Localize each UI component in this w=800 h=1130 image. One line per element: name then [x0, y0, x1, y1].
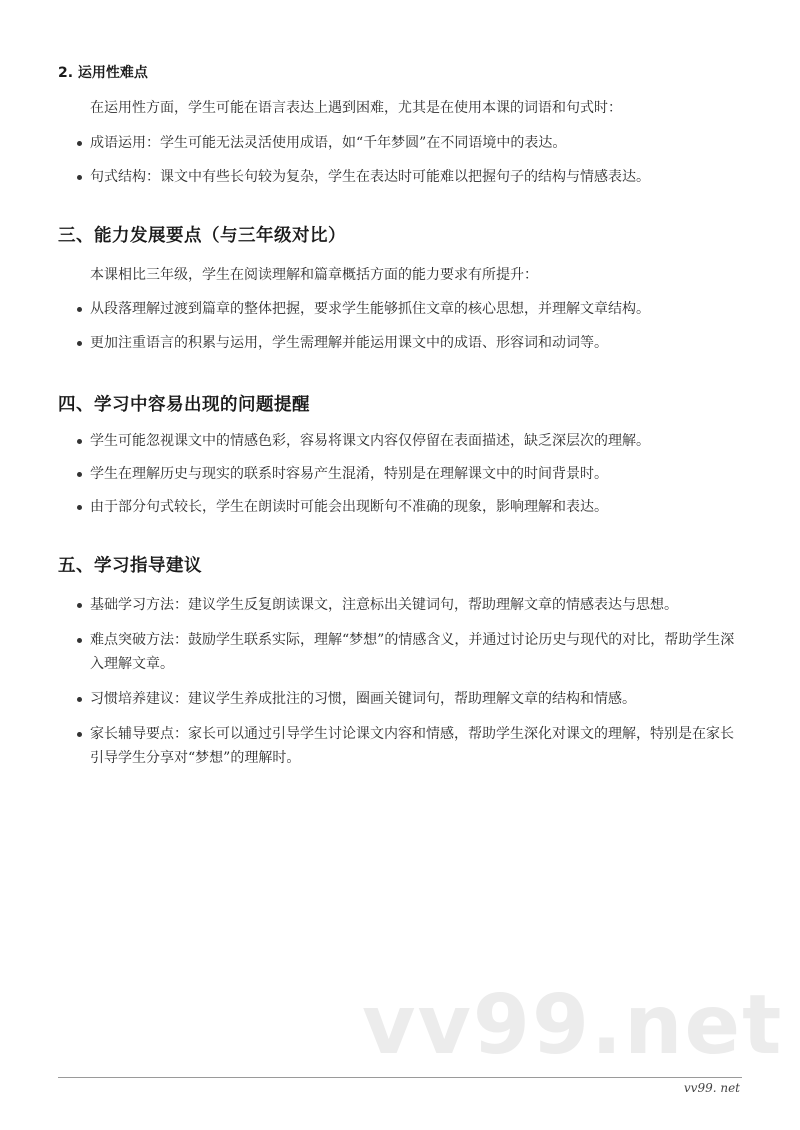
list-item: 由于部分句式较长，学生在朗读时可能会出现断句不准确的现象，影响理解和表达。 [90, 495, 740, 519]
bullet-icon [77, 175, 82, 180]
bullet-list [90, 297, 740, 355]
bullet-list [90, 429, 740, 519]
bullet-icon [77, 439, 82, 444]
footer-divider [58, 1077, 742, 1078]
bullet-icon [77, 505, 82, 510]
subsection-intro: 在运用性方面，学生可能在语言表达上遇到困难，尤其是在使用本课的词语和句式时： [90, 100, 622, 116]
bullet-icon [77, 732, 82, 737]
bullet-icon [77, 472, 82, 477]
list-item: 学生可能忽视课文中的情感色彩，容易将课文内容仅停留在表面描述，缺乏深层次的理解。 [90, 429, 740, 453]
list-item: 句式结构：课文中有些长句较为复杂，学生在表达时可能难以把握句子的结构与情感表达。 [90, 165, 740, 189]
list-item: 从段落理解过渡到篇章的整体把握，要求学生能够抓住文章的核心思想，并理解文章结构。 [90, 297, 740, 321]
footer-site-label: vv99. net [683, 1081, 740, 1095]
list-item: 学生在理解历史与现实的联系时容易产生混淆，特别是在理解课文中的时间背景时。 [90, 462, 740, 486]
subsection-title: 2. 运用性难点 [58, 65, 148, 81]
bullet-icon [77, 307, 82, 312]
bullet-icon [77, 141, 82, 146]
list-item: 基础学习方法：建议学生反复朗读课文，注意标出关键词句，帮助理解文章的情感表达与思想。 [90, 593, 740, 617]
bullet-icon [77, 341, 82, 346]
list-item: 难点突破方法：鼓励学生联系实际，理解“梦想”的情感含义，并通过讨论历史与现代的对比，帮助学生深入理解文章。 [90, 628, 740, 676]
bullet-icon [77, 697, 82, 702]
bullet-icon [77, 638, 82, 643]
list-item: 成语运用：学生可能无法灵活使用成语，如“千年梦圆”在不同语境中的表达。 [90, 131, 740, 155]
section-title: 五、学习指导建议 [58, 556, 202, 576]
list-item: 更加注重语言的积累与运用，学生需理解并能运用课文中的成语、形容词和动词等。 [90, 331, 740, 355]
section-intro: 本课相比三年级，学生在阅读理解和篇章概括方面的能力要求有所提升： [90, 267, 538, 283]
list-item: 习惯培养建议：建议学生养成批注的习惯，圈画关键词句，帮助理解文章的结构和情感。 [90, 687, 740, 711]
bullet-icon [77, 603, 82, 608]
bullet-list [90, 131, 740, 189]
section-title: 三、能力发展要点（与三年级对比） [58, 226, 346, 246]
list-item: 家长辅导要点：家长可以通过引导学生讨论课文内容和情感，帮助学生深化对课文的理解，特别是在家长引导学生分享对“梦想”的理解时。 [90, 722, 740, 770]
watermark: vv99.net [362, 978, 784, 1073]
section-title: 四、学习中容易出现的问题提醒 [58, 395, 310, 415]
bullet-list [90, 593, 740, 770]
